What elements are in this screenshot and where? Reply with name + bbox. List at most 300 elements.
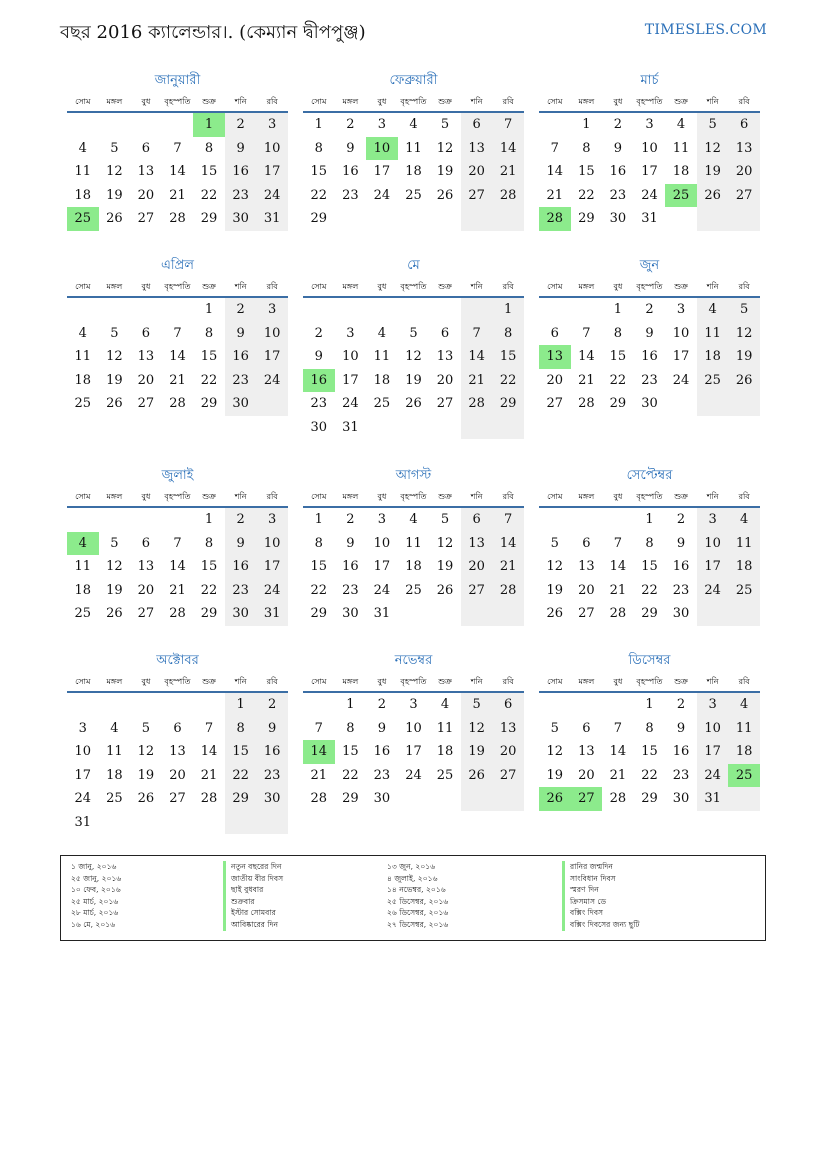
empty-day-cell [602,508,634,532]
day-cell: 23 [342,582,359,598]
weekday-label: রবি [502,282,514,291]
day-cell: 5 [550,720,559,736]
empty-day-cell [335,298,367,322]
weekday-header [67,93,288,113]
day-cell: 15 [310,164,328,179]
weekday-label: রবি [502,97,514,106]
day-cell: 4 [440,697,450,712]
holiday-day-cell: 4 [67,532,99,556]
day-cell: 15 [578,164,595,179]
weekday-header [67,488,288,508]
day-cell: 9 [346,535,355,551]
weekday-label: রবি [738,492,750,501]
day-cell: 18 [728,555,760,579]
day-cell: 19 [106,582,123,598]
month-block [67,652,288,834]
day-cell: 25 [728,579,760,603]
day-cell: 8 [204,140,214,156]
day-cell: 8 [314,140,323,156]
empty-day-cell [461,787,493,811]
day-cell: 20 [461,555,493,579]
empty-day-cell [67,298,99,322]
day-grid [67,298,288,416]
day-cell: 25 [373,396,391,411]
holiday-name: স্মরণ দিন [562,884,640,896]
weekday-label: মঙ্গল [578,282,595,291]
day-cell: 30 [373,791,391,806]
day-cell: 7 [204,720,214,736]
day-cell: 20 [137,187,155,203]
month-block [67,72,288,231]
empty-day-cell [429,602,461,626]
weekday-header [303,488,524,508]
day-cell: 22 [641,767,658,783]
empty-day-cell [398,207,430,231]
day-cell: 16 [342,164,359,179]
day-cell: 29 [225,787,257,811]
empty-day-cell [99,298,131,322]
weekday-label: শুক্র [674,492,688,501]
day-cell: 26 [436,582,454,598]
day-cell: 2 [314,325,323,341]
day-grid [67,508,288,626]
day-cell: 5 [728,298,760,322]
day-cell: 15 [225,740,257,764]
day-cell: 20 [578,767,595,783]
day-cell: 24 [697,764,729,788]
weekday-label: বৃহস্পতি [164,492,191,501]
day-cell: 5 [110,535,119,551]
day-cell: 7 [461,322,493,346]
empty-day-cell [429,207,461,231]
day-cell: 3 [78,720,87,736]
day-cell: 8 [492,322,524,346]
day-cell: 4 [409,512,418,527]
day-cell: 22 [342,767,359,783]
empty-day-cell [99,113,131,137]
holiday-date: ১ জানু, ২০১৬ [71,862,117,871]
day-cell: 2 [225,298,257,322]
day-cell: 13 [728,137,760,161]
day-cell: 14 [492,137,524,161]
empty-day-cell [728,787,760,811]
day-cell: 12 [106,164,123,179]
day-cell: 3 [697,508,729,532]
weekday-label: রবি [266,282,278,291]
day-cell: 13 [436,349,454,364]
weekday-label: শুক্র [438,282,452,291]
day-cell: 11 [405,535,422,551]
empty-day-cell [335,207,367,231]
empty-day-cell [461,602,493,626]
day-cell: 16 [373,744,391,759]
holiday-date: ৪ জুলাই, ২০১৬ [387,873,438,883]
weekday-label: বৃহস্পতি [636,492,663,501]
day-cell: 17 [256,160,288,184]
day-cell: 22 [200,187,218,203]
weekday-label: সোম [75,282,91,291]
empty-day-cell [602,693,634,717]
day-cell: 8 [346,720,355,736]
day-cell: 14 [169,559,186,574]
weekday-label: শুক্র [202,492,216,501]
day-cell: 12 [697,137,729,161]
weekday-label: বৃহস্পতি [636,97,663,106]
month-name: মার্চ [640,73,659,88]
day-cell: 10 [641,140,658,156]
month-name: জুন [639,258,660,273]
day-cell: 30 [672,606,690,621]
day-cell: 17 [256,555,288,579]
month-block [67,467,288,626]
weekday-label: মঙ্গল [342,97,359,106]
day-cell: 14 [200,744,218,759]
day-cell: 22 [609,372,627,388]
day-grid [539,508,760,626]
weekday-label: মঙ্গল [342,492,359,501]
day-cell: 25 [405,582,422,598]
day-cell: 10 [256,137,288,161]
day-cell: 19 [405,372,422,388]
weekday-label: রবি [738,677,750,686]
day-cell: 7 [314,720,323,736]
day-cell: 10 [342,349,359,364]
day-cell: 30 [342,606,359,621]
day-cell: 9 [225,322,257,346]
empty-day-cell [539,693,571,717]
weekday-label: বৃহস্পতি [164,677,191,686]
weekday-label: সোম [311,492,327,501]
weekday-label: বুধ [141,492,151,501]
day-cell: 18 [697,345,729,369]
empty-day-cell [461,298,493,322]
empty-day-cell [162,113,194,137]
day-cell: 12 [728,322,760,346]
day-cell: 1 [613,302,623,317]
day-cell: 21 [200,767,218,783]
weekday-label: রবি [502,677,514,686]
day-cell: 2 [256,693,288,717]
weekday-header [303,673,524,693]
holiday-day-cell: 16 [303,369,335,393]
day-cell: 17 [342,372,359,388]
month-block [67,257,288,416]
holiday-date: ১৩ জুন, ২০১৬ [387,862,436,871]
weekday-label: সোম [75,492,91,501]
empty-day-cell [492,602,524,626]
day-cell: 31 [373,606,391,621]
day-grid [67,693,288,834]
day-cell: 30 [225,392,257,416]
day-cell: 5 [697,113,729,137]
holiday-day-cell: 14 [303,740,335,764]
day-cell: 5 [141,720,151,736]
empty-day-cell [697,602,729,626]
day-cell: 18 [74,582,92,598]
day-cell: 22 [225,764,257,788]
empty-day-cell [162,508,194,532]
day-cell: 16 [225,345,257,369]
day-cell: 5 [440,512,450,527]
day-cell: 1 [346,697,355,712]
day-cell: 5 [440,117,450,132]
day-cell: 13 [461,532,493,556]
month-block [303,467,524,626]
day-cell: 17 [256,345,288,369]
day-cell: 24 [373,187,391,203]
day-cell: 26 [106,606,123,621]
weekday-label: রবি [266,677,278,686]
day-cell: 20 [492,740,524,764]
empty-day-cell [193,693,225,717]
day-cell: 19 [106,187,123,203]
holiday-name: বক্সিং দিবসের জন্য ছুটি [562,919,640,931]
holiday-date: ১৬ মে, ২০১৬ [71,919,116,929]
day-cell: 26 [546,606,564,621]
day-cell: 28 [310,791,328,806]
empty-day-cell [571,508,603,532]
day-cell: 9 [225,532,257,556]
day-cell: 14 [461,345,493,369]
empty-day-cell [429,416,461,440]
day-cell: 14 [546,164,564,179]
weekday-label: বৃহস্পতি [636,282,663,291]
weekday-label: শুক্র [202,97,216,106]
day-cell: 5 [461,693,493,717]
day-cell: 1 [314,117,323,132]
day-cell: 31 [256,602,288,626]
day-cell: 27 [578,606,595,621]
day-cell: 15 [641,559,658,574]
day-cell: 12 [106,349,123,364]
day-cell: 4 [78,140,87,156]
day-cell: 9 [377,720,387,736]
weekday-label: বৃহস্পতি [400,282,427,291]
day-cell: 8 [645,535,654,551]
day-cell: 20 [728,160,760,184]
day-cell: 22 [641,582,658,598]
empty-day-cell [67,693,99,717]
holiday-day-cell: 25 [728,764,760,788]
day-cell: 8 [225,717,257,741]
empty-day-cell [665,392,697,416]
day-cell: 26 [405,396,422,411]
weekday-label: সোম [547,282,563,291]
holiday-day-cell: 1 [193,113,225,137]
weekday-header [303,278,524,298]
weekday-label: মঙ্গল [342,282,359,291]
day-cell: 12 [461,717,493,741]
empty-day-cell [99,693,131,717]
day-cell: 27 [137,211,155,226]
weekday-label: সোম [547,677,563,686]
weekday-label: বুধ [377,492,387,501]
day-cell: 8 [645,720,654,736]
day-cell: 23 [672,582,690,598]
day-cell: 3 [256,113,288,137]
day-cell: 22 [492,369,524,393]
empty-day-cell [539,113,571,137]
weekday-label: রবি [266,97,278,106]
day-cell: 17 [405,744,422,759]
day-cell: 22 [200,582,218,598]
day-cell: 19 [697,160,729,184]
day-cell: 11 [672,140,690,156]
month-block [539,72,760,231]
weekday-label: শনি [470,492,483,501]
day-cell: 1 [492,298,524,322]
day-cell: 21 [492,160,524,184]
day-cell: 18 [373,372,391,388]
empty-day-cell [398,602,430,626]
weekday-label: শুক্র [438,492,452,501]
day-cell: 25 [405,187,422,203]
day-cell: 9 [676,535,686,551]
day-cell: 23 [641,372,658,388]
holiday-name: জাতীয় বীর দিবস [223,873,283,885]
weekday-label: শুক্র [674,677,688,686]
weekday-label: শনি [470,97,483,106]
day-cell: 14 [492,532,524,556]
empty-day-cell [697,392,729,416]
day-cell: 16 [672,559,690,574]
day-cell: 2 [346,512,355,527]
brand-link[interactable]: TIMESLES.COM [644,22,767,38]
day-cell: 24 [373,582,391,598]
day-cell: 23 [225,369,257,393]
day-cell: 2 [346,117,355,132]
day-cell: 10 [74,744,92,759]
day-cell: 29 [609,396,627,411]
day-cell: 2 [645,302,654,317]
day-cell: 27 [137,396,155,411]
empty-day-cell [492,787,524,811]
day-cell: 14 [609,744,627,759]
day-cell: 29 [200,606,218,621]
day-cell: 25 [436,767,454,783]
day-cell: 14 [169,349,186,364]
empty-day-cell [99,811,131,835]
empty-day-cell [256,392,288,416]
day-cell: 16 [641,349,658,364]
day-cell: 31 [697,787,729,811]
empty-day-cell [728,392,760,416]
empty-day-cell [665,207,697,231]
day-cell: 4 [728,508,760,532]
empty-day-cell [162,811,194,835]
weekday-label: বৃহস্পতি [636,677,663,686]
day-cell: 23 [342,187,359,203]
day-cell: 2 [676,697,686,712]
day-cell: 30 [225,207,257,231]
weekday-label: শুক্র [674,282,688,291]
day-cell: 14 [578,349,595,364]
day-cell: 6 [728,113,760,137]
day-cell: 21 [609,767,627,783]
empty-day-cell [256,811,288,835]
day-cell: 7 [492,113,524,137]
day-cell: 3 [409,697,418,712]
day-cell: 17 [373,164,391,179]
empty-day-cell [429,298,461,322]
day-cell: 13 [461,137,493,161]
day-cell: 26 [461,764,493,788]
month-block [303,72,524,231]
day-cell: 20 [578,582,595,598]
day-cell: 1 [204,512,214,527]
day-cell: 26 [436,187,454,203]
month-name: জুলাই [161,468,194,483]
holiday-day-cell: 13 [539,345,571,369]
day-grid [303,693,524,811]
day-grid [303,113,524,231]
weekday-header [539,278,760,298]
day-cell: 19 [728,345,760,369]
day-cell: 22 [310,187,328,203]
month-name: সেপ্টেম্বর [626,468,673,483]
day-cell: 21 [578,372,595,388]
day-cell: 17 [373,559,391,574]
day-cell: 14 [169,164,186,179]
weekday-label: শুক্র [674,97,688,106]
empty-day-cell [461,207,493,231]
month-name: জানুয়ারী [154,73,201,88]
holiday-dates-right [387,861,448,931]
day-cell: 13 [137,559,155,574]
day-cell: 12 [546,559,564,574]
day-cell: 9 [346,140,355,156]
day-cell: 12 [137,744,155,759]
day-cell: 5 [550,535,559,551]
day-cell: 15 [641,744,658,759]
day-cell: 31 [641,211,658,226]
day-cell: 16 [342,559,359,574]
day-cell: 8 [613,325,623,341]
day-cell: 7 [613,535,623,551]
day-cell: 29 [342,791,359,806]
day-cell: 23 [256,764,288,788]
weekday-label: সোম [75,677,91,686]
weekday-label: সোম [547,492,563,501]
day-cell: 31 [256,207,288,231]
month-name: ফেব্রুয়ারী [389,73,438,88]
day-cell: 4 [728,693,760,717]
holiday-name: ছাই বুধবার [223,884,283,896]
day-cell: 28 [492,579,524,603]
holiday-day-cell: 25 [67,207,99,231]
weekday-label: মঙ্গল [578,492,595,501]
day-cell: 8 [314,535,323,551]
day-cell: 10 [405,720,422,736]
holiday-date: ১৪ নভেম্বর, ২০১৬ [387,885,446,895]
day-cell: 22 [310,582,328,598]
weekday-label: বৃহস্পতি [400,677,427,686]
day-cell: 10 [256,532,288,556]
day-cell: 29 [641,606,658,621]
weekday-label: মঙ্গল [106,282,123,291]
weekday-label: বুধ [613,677,623,686]
day-cell: 23 [225,184,257,208]
day-cell: 24 [405,767,422,783]
holiday-date: ২৬ ডিসেম্বর, ২০১৬ [387,908,449,918]
day-cell: 19 [461,740,493,764]
empty-day-cell [461,416,493,440]
weekday-label: শুক্র [202,677,216,686]
day-cell: 20 [546,372,564,388]
day-cell: 28 [169,606,186,621]
day-cell: 22 [578,187,595,203]
day-cell: 12 [546,744,564,759]
